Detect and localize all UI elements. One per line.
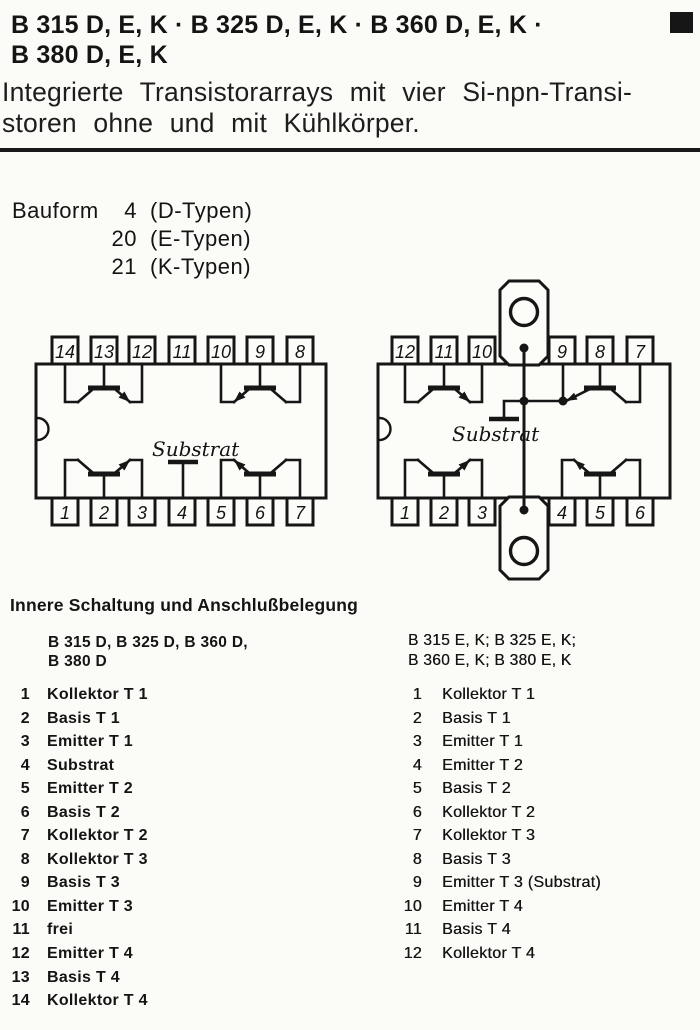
svg-text:9: 9 <box>556 342 568 362</box>
pin-list-ek-types <box>380 683 601 966</box>
ic-body <box>36 364 326 498</box>
svg-text:8: 8 <box>294 342 306 362</box>
pin-row <box>0 707 148 731</box>
pin-number: 10 <box>11 897 30 915</box>
intro-text <box>2 77 632 139</box>
horizontal-rule <box>0 148 700 152</box>
pin-row <box>380 777 601 801</box>
pin-row <box>380 707 601 731</box>
pin-number: 14 <box>11 992 30 1010</box>
pin-number: 10 <box>403 897 422 915</box>
svg-text:3: 3 <box>476 503 488 523</box>
pin-row <box>380 801 601 825</box>
pin-label: Kollektor T 3 <box>442 827 536 845</box>
bauform-number: 20 <box>111 226 137 251</box>
pin-number: 9 <box>412 874 422 892</box>
column-header-d-types: B 315 D, B 325 D, B 360 D, B 380 D <box>48 634 248 670</box>
svg-text:11: 11 <box>434 342 454 362</box>
bauform-table <box>95 198 252 282</box>
bauform-number: 21 <box>111 254 137 279</box>
substrate-label: Substrat <box>152 437 240 461</box>
pin-number: 11 <box>404 921 422 939</box>
bauform-number: 4 <box>124 198 137 223</box>
pin-number: 6 <box>412 803 422 821</box>
pin-row <box>0 848 148 872</box>
pin-row <box>380 824 601 848</box>
pin-row <box>0 730 148 754</box>
pin-row <box>0 824 148 848</box>
svg-text:13: 13 <box>93 342 115 362</box>
svg-text:5: 5 <box>594 503 606 523</box>
pin-label: Emitter T 2 <box>47 780 133 798</box>
pin-label: Kollektor T 1 <box>47 686 148 703</box>
pin-label: Basis T 1 <box>47 709 120 727</box>
mounting-hole-icon <box>511 299 538 326</box>
pin-row <box>0 871 148 895</box>
svg-text:7: 7 <box>294 503 306 523</box>
svg-text:6: 6 <box>254 503 266 523</box>
pin-label: Emitter T 3 <box>47 897 133 915</box>
svg-text:12: 12 <box>394 342 416 362</box>
pin-number: 12 <box>403 945 422 963</box>
pin-row <box>0 683 148 707</box>
pin-label: Basis T 1 <box>442 709 511 727</box>
pin-label: Emitter T 3 (Substrat) <box>442 874 601 892</box>
svg-text:14: 14 <box>54 342 76 362</box>
pin-label: Basis T 4 <box>442 921 511 939</box>
pin-row <box>380 683 601 707</box>
pin-row <box>380 871 601 895</box>
pin-label: Emitter T 2 <box>442 756 523 774</box>
pin-label: Emitter T 4 <box>442 897 523 915</box>
pin-label: Basis T 2 <box>442 780 511 798</box>
svg-text:1: 1 <box>59 503 71 523</box>
section-marker-icon <box>670 12 693 33</box>
pin-boxes-top <box>52 337 313 364</box>
pin-row <box>0 966 148 990</box>
svg-text:9: 9 <box>254 342 266 362</box>
pin-label: Basis T 4 <box>47 968 120 986</box>
pin-number: 8 <box>412 850 422 868</box>
pin-label: Kollektor T 4 <box>47 992 148 1010</box>
pin-number: 3 <box>412 733 422 751</box>
pin-number: 5 <box>20 780 30 798</box>
pin-number: 9 <box>20 874 30 892</box>
pin-label: Kollektor T 2 <box>47 827 148 845</box>
pin-label: Basis T 3 <box>442 850 511 868</box>
svg-text:11: 11 <box>172 342 192 362</box>
pin-label: Kollektor T 1 <box>442 686 536 703</box>
dip14-package-diagram <box>25 330 345 530</box>
pin-label: Kollektor T 2 <box>442 803 536 821</box>
substrate-label: Substrat <box>452 422 540 446</box>
svg-text:4: 4 <box>556 503 568 523</box>
pin-label: Basis T 2 <box>47 803 120 821</box>
pin-row <box>0 989 148 1013</box>
pin-number: 1 <box>20 686 30 703</box>
svg-text:5: 5 <box>215 503 227 523</box>
pin-row <box>0 918 148 942</box>
bauform-type: (E-Typen) <box>150 226 252 251</box>
pin-number: 11 <box>12 921 30 939</box>
pin1-notch <box>380 418 391 440</box>
pin-number: 5 <box>412 780 422 798</box>
pin-number: 3 <box>20 733 30 751</box>
svg-text:1: 1 <box>399 503 411 523</box>
pin-boxes-bottom <box>52 498 313 525</box>
svg-text:7: 7 <box>634 342 646 362</box>
pin-label: Basis T 3 <box>47 874 120 892</box>
pin-label: Emitter T 1 <box>442 733 523 751</box>
bauform-type: (K-Typen) <box>150 254 252 279</box>
pin-number: 12 <box>11 945 30 963</box>
section-heading: Innere Schaltung und Anschlußbelegung <box>10 595 359 615</box>
pin-row <box>0 777 148 801</box>
bauform-row <box>95 254 252 282</box>
pin-row <box>0 754 148 778</box>
pin-number: 7 <box>412 827 422 845</box>
pin-number: 13 <box>11 968 30 986</box>
pin-row <box>380 942 601 966</box>
pin1-notch <box>38 418 49 440</box>
pin-row <box>0 895 148 919</box>
pin-row <box>380 754 601 778</box>
bauform-type: (D-Typen) <box>150 198 253 223</box>
bauform-row <box>95 198 252 226</box>
pin-number: 4 <box>412 756 422 774</box>
pin-row <box>380 848 601 872</box>
pin-number: 8 <box>20 850 30 868</box>
page-title <box>11 10 543 70</box>
page-title-line1: B 315 D, E, K · B 325 D, E, K · B 360 D, E, K · <box>11 11 543 39</box>
pin-number: 6 <box>20 803 30 821</box>
pin-label: frei <box>47 921 74 939</box>
svg-text:4: 4 <box>176 503 188 523</box>
pin-row <box>380 730 601 754</box>
pin-row <box>380 895 601 919</box>
svg-text:12: 12 <box>131 342 153 362</box>
intro-line1: Integrierte Transistorarrays mit vier Si-npn-Transi- <box>2 77 633 107</box>
bauform-row <box>95 226 252 254</box>
svg-text:8: 8 <box>594 342 606 362</box>
pin-row <box>380 918 601 942</box>
mounting-hole-icon <box>511 538 538 565</box>
svg-text:2: 2 <box>438 503 450 523</box>
pin-label: Substrat <box>47 756 115 774</box>
pin-number: 1 <box>412 686 422 703</box>
column-header-ek-types: B 315 E, K; B 325 E, K; B 360 E, K; B 380 E, K <box>408 632 577 669</box>
pin-number: 7 <box>20 827 30 845</box>
svg-text:2: 2 <box>98 503 110 523</box>
pin-row <box>0 801 148 825</box>
pin-number: 2 <box>412 709 422 727</box>
bauform-label: Bauform <box>12 198 99 223</box>
pin-label: Kollektor T 4 <box>442 945 536 963</box>
svg-text:6: 6 <box>634 503 646 523</box>
pin-label: Emitter T 1 <box>47 733 133 751</box>
pin-list-d-types <box>0 683 148 1013</box>
pin-label: Emitter T 4 <box>47 945 133 963</box>
pin-number: 2 <box>20 709 30 727</box>
svg-text:10: 10 <box>471 342 493 362</box>
pin-number: 4 <box>20 756 30 774</box>
pin-label: Kollektor T 3 <box>47 850 148 868</box>
heatsink-package-diagram <box>370 273 700 588</box>
svg-text:10: 10 <box>210 342 232 362</box>
intro-line2: storen ohne und mit Kühlkörper. <box>2 108 420 138</box>
svg-text:3: 3 <box>136 503 148 523</box>
pin-row <box>0 942 148 966</box>
page-title-line2: B 380 D, E, K <box>11 41 168 69</box>
